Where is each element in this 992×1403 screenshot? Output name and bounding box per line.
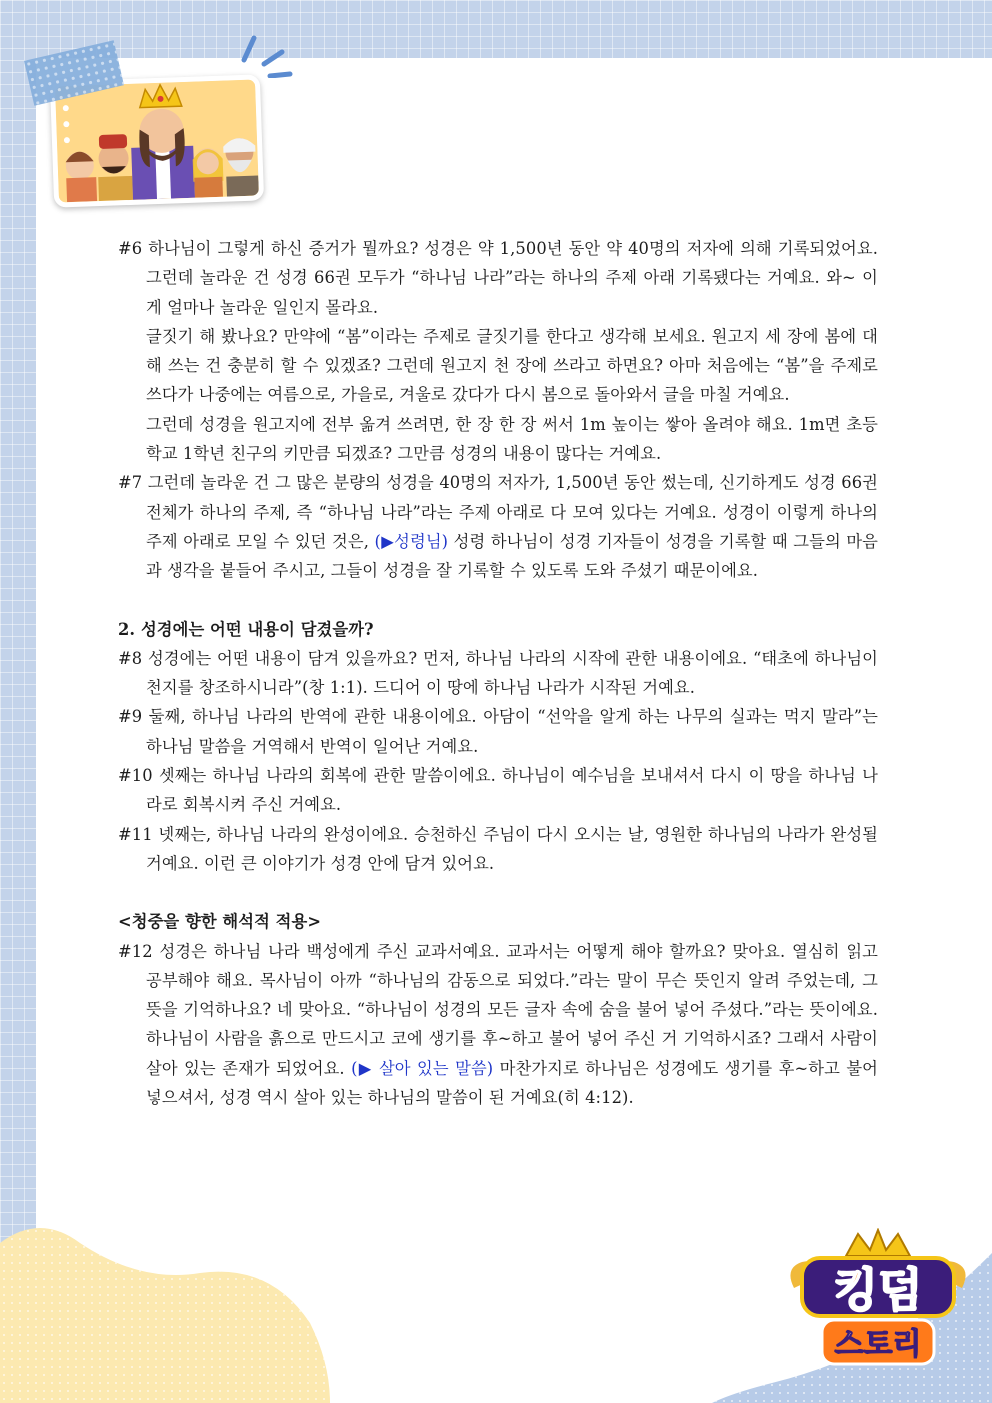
paragraph-7	[118, 468, 878, 585]
section-heading-application: <청중을 향한 해석적 적용>	[118, 912, 322, 932]
sparkle-lines-icon	[236, 28, 296, 78]
paragraph-7-text-a: #7 그런데 놀라운 건 그 많은 분량의 성경을 40명의 저자가, 1,500년 동안 썼는데, 신기하게도 성경 66권 전체가 하나의 주제, 즉 “하나님 나라”라는 주제 아래로 다 모여 있다는 거예요. 성경이 이렇게 하나의 주제 아래로 모일 수 있던 것은,	[118, 473, 878, 551]
paragraph-12	[118, 937, 878, 1113]
section-heading-2: 2. 성경에는 어떤 내용이 담겼을까?	[118, 619, 374, 639]
cue-living-word: (▶ 살아 있는 말씀)	[351, 1058, 494, 1078]
cue-holy-spirit: (▶성령님)	[374, 531, 449, 551]
kingdom-story-logo	[788, 1228, 968, 1378]
paragraph-6-continued-2: 그런데 성경을 원고지에 전부 옮겨 쓰려면, 한 장 한 장 써서 1m 높이는 쌓아 올려야 해요. 1m면 초등학교 1학년 친구의 키만큼 되겠죠? 그만큼 성경의 내용이 많다는 거예요.	[146, 414, 878, 464]
logo-text-kingdom: 킹덤	[833, 1263, 923, 1317]
spacer	[118, 586, 878, 615]
paragraph-11: #11 넷째는, 하나님 나라의 완성이에요. 승천하신 주님이 다시 오시는 날, 영원한 하나님의 나라가 완성될 거예요. 이런 큰 이야기가 성경 안에 담겨 있어요.	[118, 824, 878, 873]
paragraph-8: #8 성경에는 어떤 내용이 담겨 있을까요? 먼저, 하나님 나라의 시작에 관한 내용이에요. “태초에 하나님이 천지를 창조하시니라”(창 1:1). 드디어 이 땅에 하나님 나라가 시작된 거예요.	[118, 648, 878, 698]
paragraph-7-text-b: 성령 하나님이 성경 기자들이 성경을 기록할 때 그들의 마음과 생각을 붙들어 주시고, 그들이 성경을 잘 기록할 수 있도록 도와 주셨기 때문이에요.	[146, 531, 878, 581]
paragraph-12-text-a: #12 성경은 하나님 나라 백성에게 주신 교과서예요. 교과서는 어떻게 해야 할까요? 맞아요. 열심히 읽고 공부해야 해요. 목사님이 아까 “하나님의 감동으로 되었다.”라는 말이 무슨 뜻인지 알려 주었는데, 그 뜻을 기억하나요? 네 맞아요. “하나님이 성경의 모든 글자 속에 숨을 불어 넣어 주셨다.”라는 뜻이에요. 하나님이 사람을 흙으로 만드시고 코에 생기를 후~하고 불어 넣어 주신 거 기억하시죠? 그래서 사람이 살아 있는 존재가 되었어요.	[118, 941, 878, 1078]
spacer	[118, 878, 878, 907]
paragraph-6: #6 하나님이 그렇게 하신 증거가 뭘까요? 성경은 약 1,500년 동안 약 40명의 저자에 의해 기록되었어요. 그런데 놀라운 건 성경 66권 모두가 “하나님 나라”라는 하나의 주제 아래 기록됐다는 거예요. 와~ 이게 얼마나 놀라운 일인지 몰라요.	[118, 239, 878, 317]
decorative-wave-left	[0, 1203, 330, 1403]
paragraph-9: #9 둘째, 하나님 나라의 반역에 관한 내용이에요. 아담이 “선악을 알게 하는 나무의 실과는 먹지 말라”는 하나님 말씀을 거역해서 반역이 일어난 거예요.	[118, 707, 878, 756]
paragraph-6-continued-1: 글짓기 해 봤나요? 만약에 “봄”이라는 주제로 글짓기를 한다고 생각해 보세요. 원고지 세 장에 봄에 대해 쓰는 건 충분히 할 수 있겠죠? 그런데 원고지 천 장에 쓰라고 하면요? 아마 처음에는 “봄”을 주제로 쓰다가 나중에는 여름으로, 가을로, 겨울로 갔다가 다시 봄으로 돌아와서 글을 마칠 거예요.	[146, 326, 878, 405]
paragraph-10: #10 셋째는 하나님 나라의 회복에 관한 말씀이에요. 하나님이 예수님을 보내셔서 다시 이 땅을 하나님 나라로 회복시켜 주신 거예요.	[118, 766, 878, 815]
logo-text-story: 스토리	[834, 1327, 922, 1362]
paragraph-12-text-b: 마찬가지로 하나님은 성경에도 생기를 후~하고 불어 넣으셔서, 성경 역시 살아 있는 하나님의 말씀이 된 거예요(히 4:12).	[146, 1058, 878, 1108]
document-body	[118, 234, 878, 1112]
